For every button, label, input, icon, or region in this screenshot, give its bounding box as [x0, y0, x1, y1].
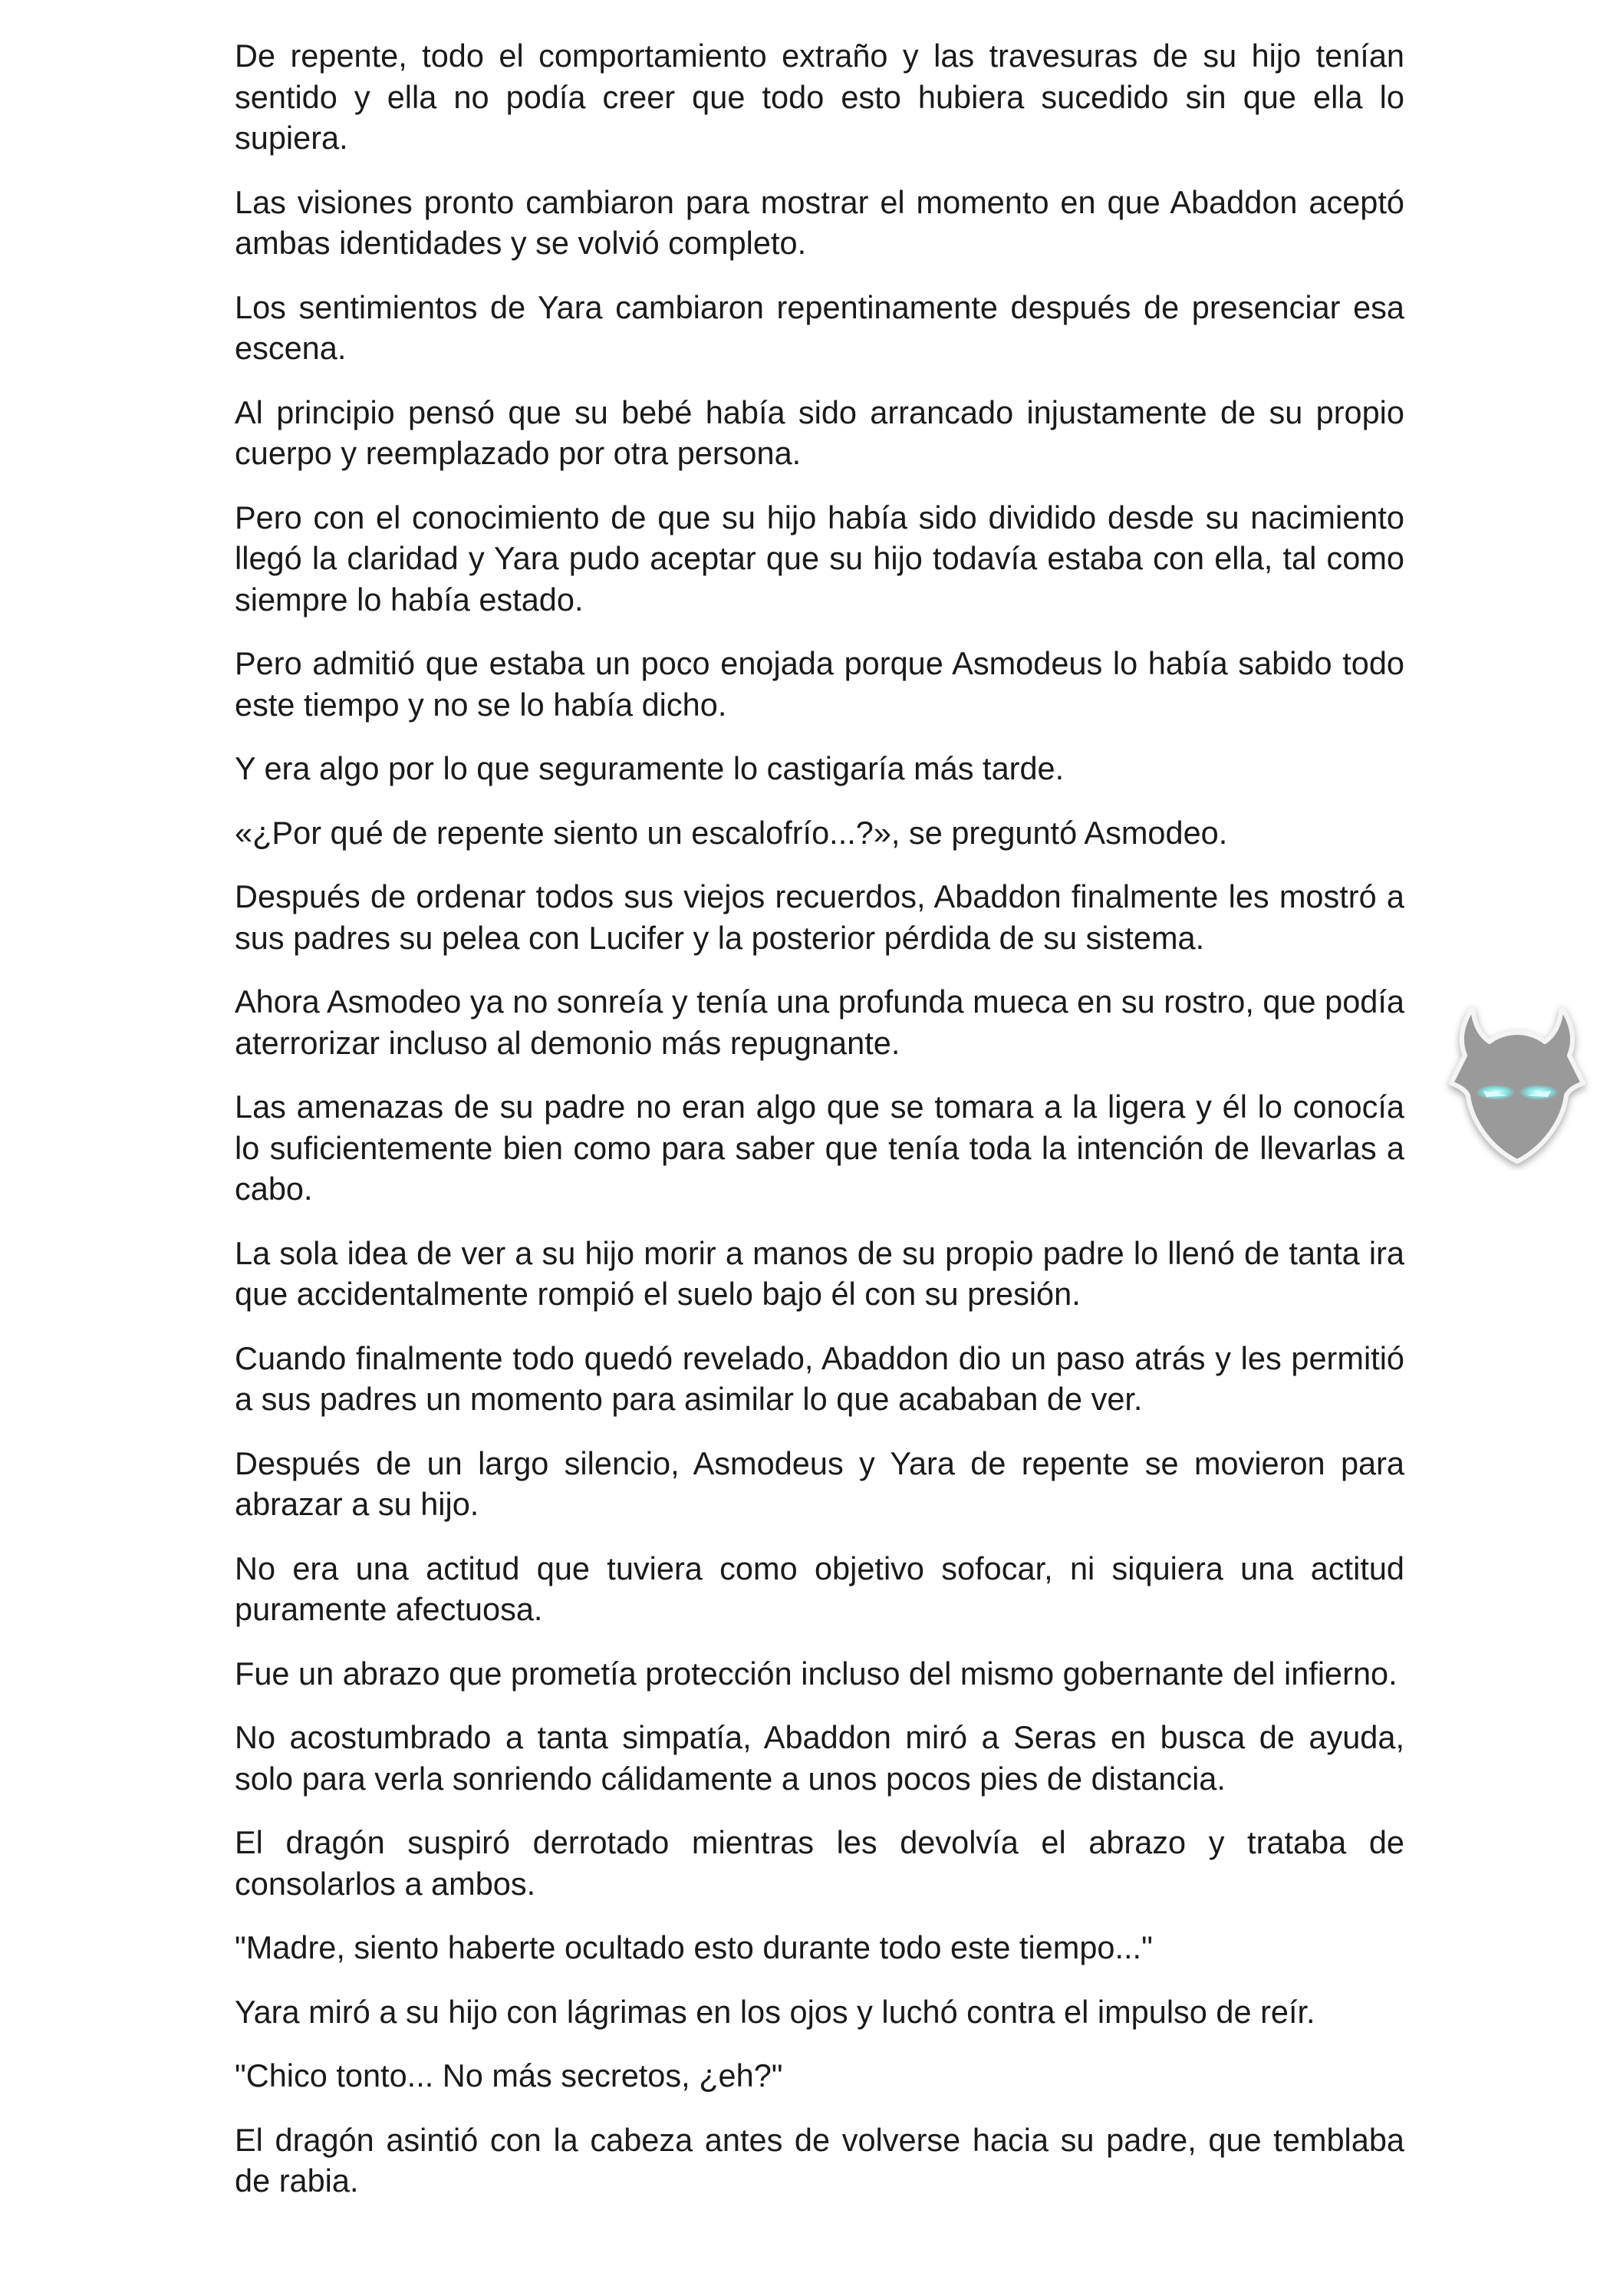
paragraph-17: No acostumbrado a tanta simpatía, Abaddon miró a Seras en busca de ayuda, solo para verla sonriendo cálidamente a unos pocos pies de distancia. — [235, 1719, 1404, 1797]
paragraph-8: «¿Por qué de repente siento un escalofrío...?», se preguntó Asmodeo. — [235, 814, 1228, 851]
paragraph-4: Al principio pensó que su bebé había sido arrancado injustamente de su propio cuerpo y reemplazado por otra persona. — [235, 394, 1404, 471]
paragraph-12: La sola idea de ver a su hijo morir a manos de su propio padre lo llenó de tanta ira que accidentalmente rompió el suelo bajo él con su presión. — [235, 1234, 1404, 1312]
paragraph-9: Después de ordenar todos sus viejos recuerdos, Abaddon finalmente les mostró a sus padres su pelea con Lucifer y la posterior pérdida de su sistema. — [235, 878, 1404, 956]
demon-head-shape — [1451, 1008, 1583, 1161]
paragraph-11: Las amenazas de su padre no eran algo que se tomara a la ligera y él lo conocía lo suficientemente bien como para saber que tenía toda la intención de llevarlas a cabo. — [235, 1089, 1404, 1207]
paragraph-6: Pero admitió que estaba un poco enojada porque Asmodeus lo había sabido todo este tiempo y no se lo había dicho. — [235, 645, 1404, 723]
paragraph-13: Cuando finalmente todo quedó revelado, Abaddon dio un paso atrás y les permitió a sus padres un momento para asimilar lo que acababan de ver. — [235, 1339, 1404, 1417]
text-column — [235, 35, 1404, 2225]
paragraph-18: El dragón suspiró derrotado mientras les devolvía el abrazo y trataba de consolarlos a ambos. — [235, 1824, 1404, 1902]
paragraph-2: Las visiones pronto cambiaron para mostrar el momento en que Abaddon aceptó ambas identidades y se volvió completo. — [235, 183, 1404, 261]
paragraph-3: Los sentimientos de Yara cambiaron repentinamente después de presenciar esa escena. — [235, 288, 1404, 366]
paragraph-20: Yara miró a su hijo con lágrimas en los ojos y luchó contra el impulso de reír. — [235, 1993, 1315, 2030]
paragraph-5: Pero con el conocimiento de que su hijo había sido dividido desde su nacimiento llegó la claridad y Yara pudo aceptar que su hijo todavía estaba con ella, tal como siempre lo había estado. — [235, 499, 1404, 618]
demon-head-icon — [1440, 997, 1594, 1171]
paragraph-16: Fue un abrazo que prometía protección incluso del mismo gobernante del infierno. — [235, 1655, 1397, 1692]
paragraph-19: "Madre, siento haberte ocultado esto durante todo este tiempo..." — [235, 1929, 1153, 1965]
paragraph-14: Después de un largo silencio, Asmodeus y Yara de repente se movieron para abrazar a su hijo. — [235, 1444, 1404, 1522]
paragraph-10: Ahora Asmodeo ya no sonreía y tenía una profunda mueca en su rostro, que podía aterrorizar incluso al demonio más repugnante. — [235, 983, 1404, 1061]
paragraph-21: "Chico tonto... No más secretos, ¿eh?" — [235, 2057, 783, 2093]
paragraph-7: Y era algo por lo que seguramente lo castigaría más tarde. — [235, 750, 1065, 786]
paragraph-15: No era una actitud que tuviera como objetivo sofocar, ni siquiera una actitud puramente afectuosa. — [235, 1550, 1404, 1627]
paragraph-1: De repente, todo el comportamiento extraño y las travesuras de su hijo tenían sentido y ella no podía creer que todo esto hubiera sucedido sin que ella lo supiera. — [235, 38, 1404, 156]
paragraph-22: El dragón asintió con la cabeza antes de volverse hacia su padre, que temblaba de rabia. — [235, 2121, 1404, 2199]
